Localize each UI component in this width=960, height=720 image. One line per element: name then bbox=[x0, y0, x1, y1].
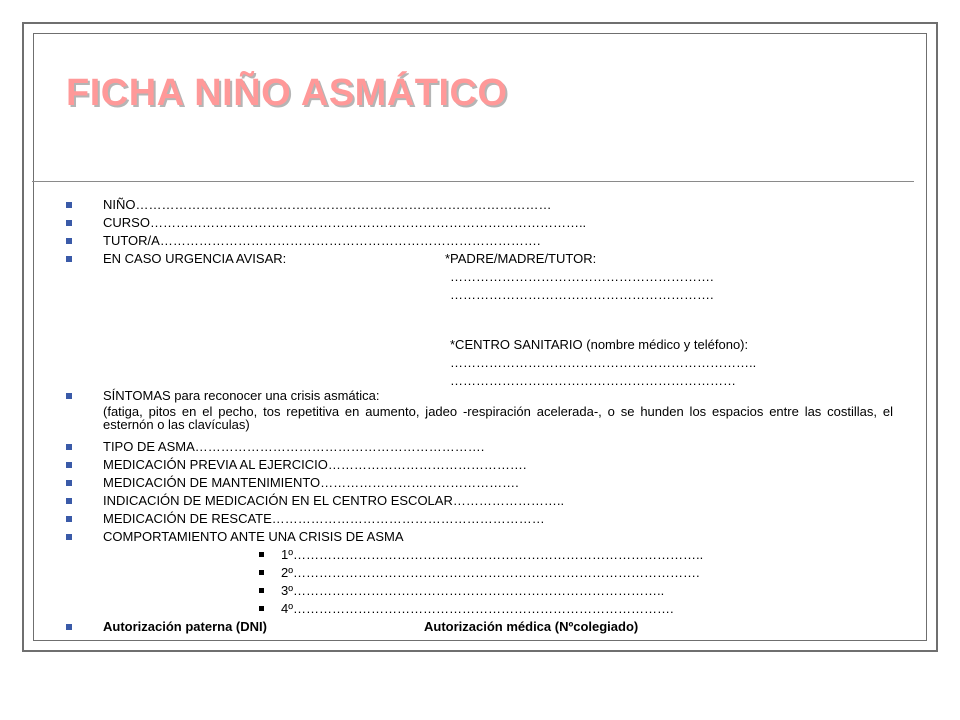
sub-bullet-icon bbox=[259, 552, 264, 557]
bullet-icon bbox=[66, 480, 72, 486]
autorizacion-medica-label: Autorización médica (Nºcolegiado) bbox=[424, 619, 639, 634]
comportamiento-label: COMPORTAMIENTO ANTE UNA CRISIS DE ASMA bbox=[103, 529, 404, 544]
bullet-icon bbox=[66, 444, 72, 450]
medicacion-mantenimiento-field[interactable]: MEDICACIÓN DE MANTENIMIENTO………………………………………. bbox=[103, 475, 519, 490]
bullet-icon bbox=[66, 534, 72, 540]
bullet-icon bbox=[66, 393, 72, 399]
sub-bullet-icon bbox=[259, 606, 264, 611]
bullet-icon bbox=[66, 516, 72, 522]
bullet-icon bbox=[66, 202, 72, 208]
centro-field-line-1[interactable]: …………………………………………………………….. bbox=[450, 355, 757, 370]
centro-field-line-2[interactable]: ………………………………………………………… bbox=[450, 373, 736, 388]
bullet-icon bbox=[66, 256, 72, 262]
urgencia-label: EN CASO URGENCIA AVISAR: bbox=[103, 251, 287, 266]
medicacion-rescate-field[interactable]: MEDICACIÓN DE RESCATE……………………………………………………… bbox=[103, 511, 545, 526]
curso-field[interactable]: CURSO……………………………………………………………………………………….. bbox=[103, 215, 587, 230]
centro-label: *CENTRO SANITARIO (nombre médico y teléfono): bbox=[450, 337, 749, 352]
title-divider bbox=[32, 181, 914, 182]
tutor-field[interactable]: TUTOR/A……………………………………………………………………………. bbox=[103, 233, 541, 248]
step-2-field[interactable]: 2º…………………………………………………………………………………. bbox=[281, 565, 700, 580]
padre-label: *PADRE/MADRE/TUTOR: bbox=[445, 251, 597, 266]
tipo-asma-field[interactable]: TIPO DE ASMA…………………………………………………………. bbox=[103, 439, 485, 454]
nino-field[interactable]: NIÑO…………………………………………………………………………………… bbox=[103, 197, 552, 212]
bullet-icon bbox=[66, 220, 72, 226]
sub-bullet-icon bbox=[259, 588, 264, 593]
medicacion-previa-field[interactable]: MEDICACIÓN PREVIA AL EJERCICIO………………………………………. bbox=[103, 457, 527, 472]
page-title: FICHA NIÑO ASMÁTICO bbox=[66, 72, 508, 114]
step-1-field[interactable]: 1º………………………………………………………………………………….. bbox=[281, 547, 704, 562]
bullet-icon bbox=[66, 462, 72, 468]
bullet-icon bbox=[66, 624, 72, 630]
sintomas-description: (fatiga, pitos en el pecho, tos repetitiva en aumento, jadeo -respiración acelerada-, o se hunden los espacios entre las costillas, el esternón o las clavículas) bbox=[103, 404, 893, 432]
padre-field-line-2[interactable]: ……………………………………………………. bbox=[450, 287, 714, 302]
sintomas-label: SÍNTOMAS para reconocer una crisis asmática: bbox=[103, 388, 380, 403]
sub-bullet-icon bbox=[259, 570, 264, 575]
step-4-field[interactable]: 4º……………………………………………………………………………. bbox=[281, 601, 674, 616]
bullet-icon bbox=[66, 498, 72, 504]
bullet-icon bbox=[66, 238, 72, 244]
indicacion-medicacion-field[interactable]: INDICACIÓN DE MEDICACIÓN EN EL CENTRO ESCOLAR…………………….. bbox=[103, 493, 565, 508]
padre-field-line-1[interactable]: ……………………………………………………. bbox=[450, 269, 714, 284]
step-3-field[interactable]: 3º………………………………………………………………………….. bbox=[281, 583, 665, 598]
autorizacion-paterna-label: Autorización paterna (DNI) bbox=[103, 619, 267, 634]
